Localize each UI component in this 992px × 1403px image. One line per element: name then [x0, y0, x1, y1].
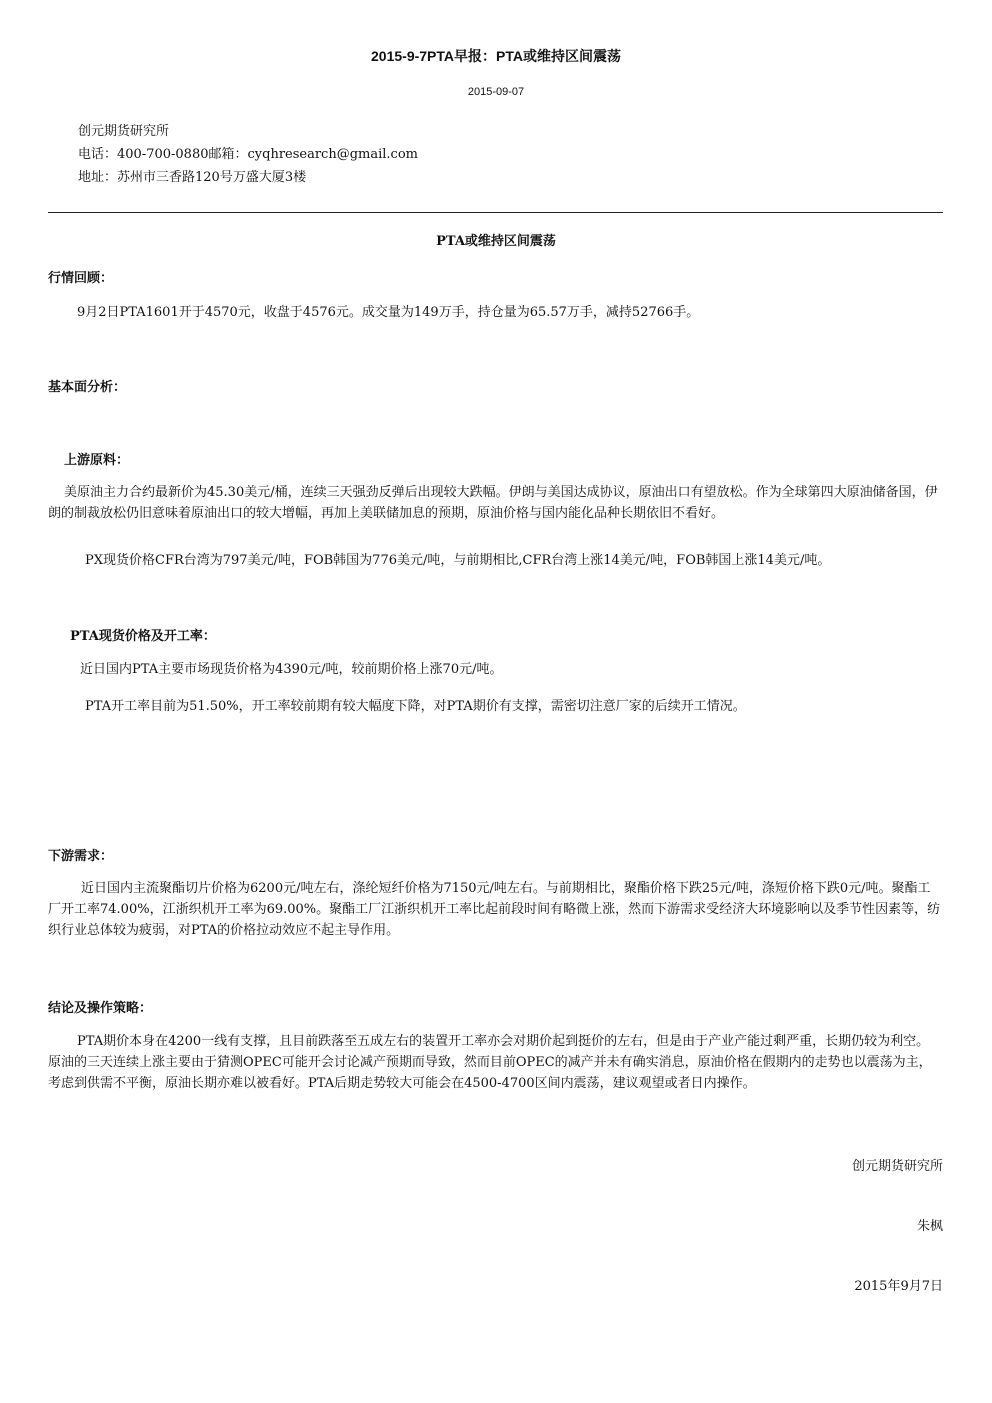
upstream-paragraph-2: PX现货价格CFR台湾为797美元/吨，FOB韩国为776美元/吨，与前期相比,CFR台湾上涨14美元/吨，FOB韩国上涨14美元/吨。: [85, 553, 831, 568]
fundamental-heading: 基本面分析：: [48, 380, 127, 395]
downstream-paragraph: 近日国内主流聚酯切片价格为6200元/吨左右，涤纶短纤价格为7150元/吨左右。与前期相比，聚酯价格下跌25元/吨，涤短价格下跌0元/吨。聚酯工厂开工率74.00%，江浙织机开工率为69.00%。聚酯工厂江浙织机开工率比起前段时间有略微上涨，然而下游需求受经济大环境影响以及季节性因素等，纺织行业总体较为疲弱，对PTA的价格拉动效应不起主导作用。: [48, 881, 941, 938]
review-paragraph: 9月2日PTA1601开于4570元，收盘于4576元。成交量为149万手，持仓量为65.57万手，减持52766手。: [77, 305, 700, 320]
spot-paragraph-1: 近日国内PTA主要市场现货价格为4390元/吨，较前期价格上涨70元/吨。: [80, 662, 503, 677]
header-contact: 电话：400-700-0880邮箱：cyqhresearch@gmail.com: [78, 147, 418, 162]
conclusion-heading: 结论及操作策略：: [48, 1001, 153, 1016]
signature-date: 2015年9月7日: [854, 1279, 943, 1294]
signature-author: 朱枫: [916, 1219, 943, 1234]
upstream-paragraph-1: 美原油主力合约最新价为45.30美元/桶，连续三天强劲反弹后出现较大跌幅。伊朗与美国达成协议，原油出口有望放松。作为全球第四大原油储备国，伊朗的制裁放松仍旧意味着原油出口的较大增幅，再加上美联储加息的预期，原油价格与国内能化品种长期依旧不看好。: [48, 485, 938, 521]
header-address: 地址：苏州市三香路120号万盛大厦3楼: [78, 170, 307, 185]
signature-org: 创元期货研究所: [851, 1159, 943, 1174]
downstream-heading: 下游需求：: [48, 849, 114, 864]
spot-heading: PTA现货价格及开工率：: [70, 629, 216, 644]
conclusion-paragraph: PTA期价本身在4200一线有支撑，且目前跌落至五成左右的装置开工率亦会对期价起到挺价的左右，但是由于产业产能过剩严重，长期仍较为利空。原油的三天连续上涨主要由于猜测OPEC可能开会讨论减产预期而导致，然而目前OPEC的减产并未有确实消息，原油价格在假期内的走势也以震荡为主，考虑到供需不平衡，原油长期亦难以被看好。PTA后期走势较大可能会在4500-4700区间内震荡，建议观望或者日内操作。: [48, 1034, 932, 1091]
review-heading: 行情回顾：: [48, 271, 114, 286]
upstream-heading: 上游原料：: [64, 453, 130, 468]
spot-paragraph-2: PTA开工率目前为51.50%，开工率较前期有较大幅度下降，对PTA期价有支撑，需密切注意厂家的后续开工情况。: [85, 699, 746, 714]
report-subtitle: PTA或维持区间震荡: [436, 234, 556, 249]
document-date: 2015-09-07: [467, 86, 525, 98]
header-divider: [48, 212, 943, 213]
document-title: 2015-9-7PTA早报：PTA或维持区间震荡: [371, 48, 621, 64]
header-org: 创元期货研究所: [78, 124, 170, 139]
